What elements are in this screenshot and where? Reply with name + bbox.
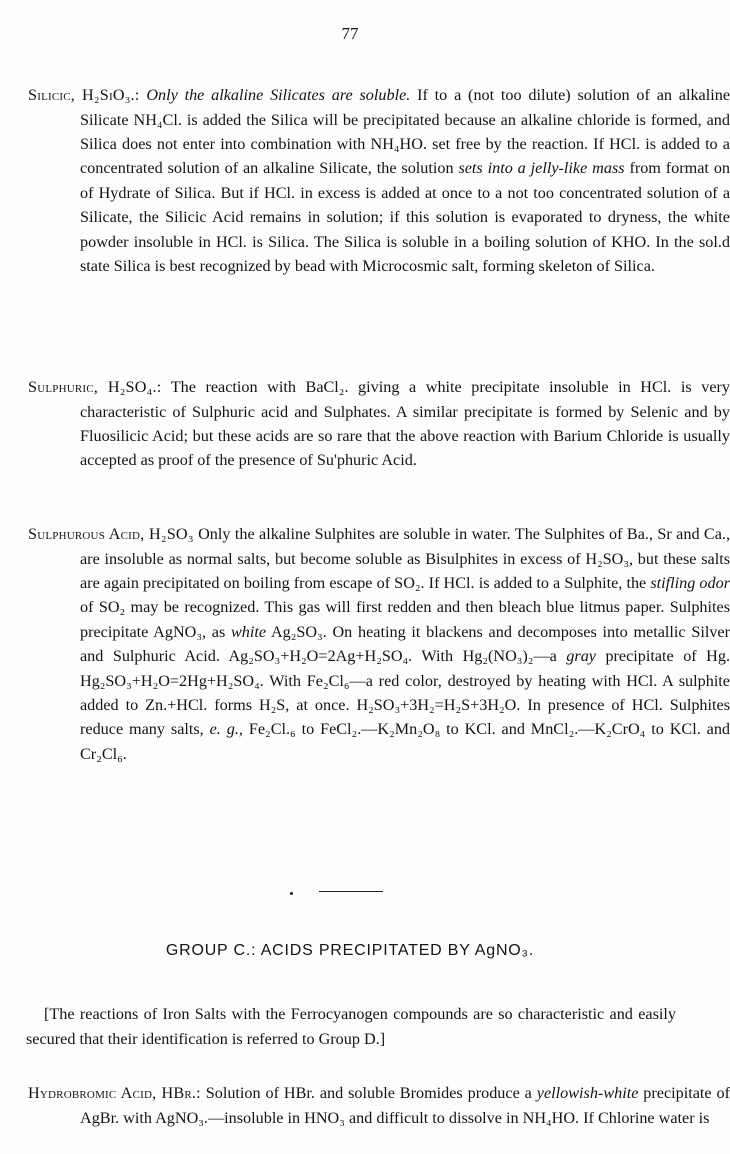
entry-text: The reaction with BaCl₂. giving a white precipitate insoluble in HCl. is very characteristic of Sulphuric acid and Sulphates. A similar precipitate is formed by Selenic and by Fluosilicic Acid; but these acids are so rare that the above reaction with Barium Chloride is usually accepted as proof of the presence of Su'phuric Acid. [80, 378, 730, 470]
entry-text: precipitate of AgBr. with AgNO₃.—insoluble in HNO₃ and difficult to dissolve in NH₄HO. If Chlorine water is [80, 1084, 730, 1127]
page-number: 77 [341, 24, 359, 43]
entry-text: precipitate of Hg. Hg₂SO₃+H₂O=2Hg+H₂SO₄. With Fe₂Cl₆—a red color, destroyed by heating with HCl. A sulphite added to Zn.+HCl. forms H₂S, at once. H₂SO₃+3H₂=H₂S+3H₂O. In presence of HCl. Sulphites reduce many salts, [80, 647, 730, 739]
entry-head: Silicic, H₂SiO₃.: [28, 86, 140, 105]
entry-text: Solution of HBr. and soluble Bromides produce a [205, 1084, 532, 1103]
entry-italic: sets into a jelly-like mass [458, 159, 625, 178]
section-divider-dot [290, 892, 293, 895]
entry-text: Only the alkaline Sulphites are soluble in water. The Sulphites of Ba., Sr and Ca., are insoluble as normal salts, but become soluble as Bisulphites in excess of H₂SO₃, but these salts are again precipitated on boiling from escape of SO₂. If HCl. is added to a Sulphite, the [80, 525, 730, 592]
entry-text: Ag₂SO₃. On heating it blackens and decomposes into metallic Silver and Sulphuric Acid. Ag₂SO₃+H₂O=2Ag+H₂SO₄. With Hg₂(NO₃)₂—a [80, 622, 730, 666]
entry-italic: Only the alkaline Silicates are soluble. [146, 86, 411, 105]
section-heading: GROUP C.: ACIDS PRECIPITATED BY AgNO₃. [165, 942, 535, 959]
entry-italic: white [231, 622, 267, 641]
entry-head: Sulphurous Acid, H₂SO₃ [28, 525, 194, 544]
entry-italic: e. g., [209, 720, 243, 739]
entry-sulphurous [28, 522, 730, 766]
entry-text: of SO₂ may be recognized. This gas will first redden and then bleach blue litmus paper. Sulphites precipitate AgNO₃, as [80, 598, 730, 641]
entry-text: If to a (not too dilute) solution of an alkaline Silicate NH₄Cl. is added the Silica will be precipitated because an alkaline chloride is formed, and Silica does not enter into combination with NH₄HO. set free by the reaction. If HCl. is added to a concentrated solution of an alkaline Silicate, the solution [80, 86, 730, 178]
entry-head: Hydrobromic Acid, HBr.: [28, 1084, 201, 1103]
section-divider-rule [319, 891, 383, 892]
entry-head: Sulphuric, H₂SO₄.: [28, 378, 162, 397]
bracket-note: [The reactions of Iron Salts with the Ferrocyanogen compounds are so characteristic and easily secured that their identification is referred to Group D.] [26, 1005, 676, 1048]
entry-italic: yellowish-white [536, 1084, 639, 1103]
entry-hydrobromic [28, 1081, 730, 1130]
entry-italic: gray [566, 647, 596, 666]
entry-italic: stifling odor [650, 574, 730, 592]
entry-sulphuric [28, 375, 730, 473]
entry-silicic [28, 83, 730, 278]
entry-text: from format on of Hydrate of Silica. But if HCl. in excess is added at once to a not too concentrated solution of a Silicate, the Silicic Acid remains in solution; if this solution is evaporated to dryness, the white powder insoluble in HCl. is Silica. The Silica is soluble in a boiling solution of KHO. In the sol.d state Silica is best recognized by bead with Microcosmic salt, forming skeleton of Silica. [80, 159, 730, 276]
entry-text: Fe₂Cl.₆ to FeCl₂.—K₂Mn₂O₈ to KCl. and MnCl₂.—K₂CrO₄ to KCl. and Cr₂Cl₆. [80, 720, 730, 763]
